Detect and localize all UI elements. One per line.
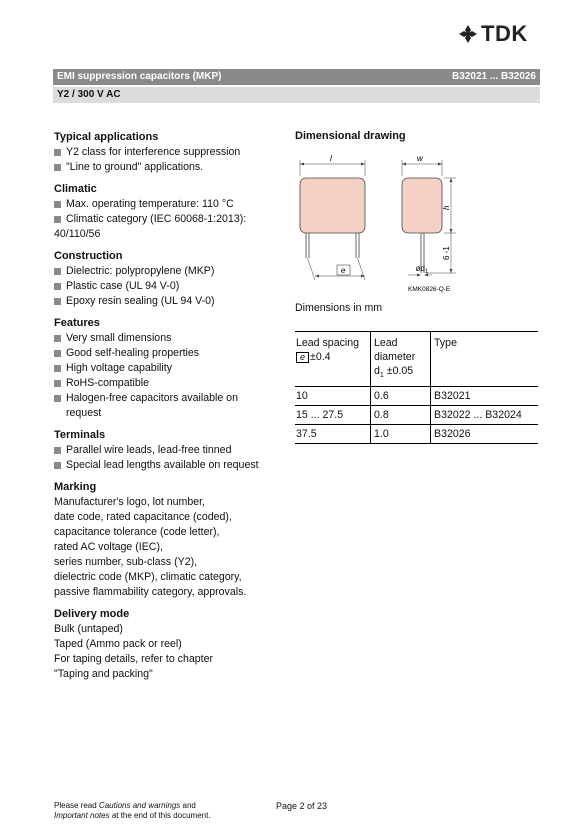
list-item: "Line to ground" applications. bbox=[54, 160, 284, 175]
list-item: High voltage capability bbox=[54, 361, 284, 376]
cell-diameter: 0.8 bbox=[371, 406, 431, 425]
text-line: Taped (Ammo pack or reel) bbox=[54, 638, 182, 650]
list-item: Epoxy resin sealing (UL 94 V-0) bbox=[54, 294, 284, 309]
drawing-code: KMK0826-Q-E bbox=[408, 286, 451, 293]
text-line: Bulk (untaped) bbox=[54, 623, 123, 635]
rating-subtitle: Y2 / 300 V AC bbox=[57, 89, 121, 100]
text-line: For taping details, refer to chapter bbox=[54, 653, 213, 665]
list-item: Dielectric: polypropylene (MKP) bbox=[54, 264, 284, 279]
section-title: Marking bbox=[54, 481, 97, 493]
subheader-bar bbox=[53, 87, 540, 103]
capacitor-side-body bbox=[402, 178, 442, 233]
list-item: Y2 class for interference suppression bbox=[54, 145, 284, 160]
list-item: RoHS-compatible bbox=[54, 376, 284, 391]
table-row bbox=[295, 425, 538, 444]
height-label: h bbox=[442, 205, 451, 210]
cell-type: B32026 bbox=[431, 425, 539, 444]
drawing-title: Dimensional drawing bbox=[295, 130, 406, 142]
list-item-continuation: request bbox=[66, 407, 102, 419]
section-typical-applications bbox=[54, 130, 284, 175]
list-item: Good self-healing properties bbox=[54, 346, 284, 361]
cell-spacing: 15 ... 27.5 bbox=[295, 406, 371, 425]
header-lead-diameter: Lead diameter $d_1 \pm 0.05$ bbox=[371, 332, 431, 387]
text-line: series number, sub-class (Y2), bbox=[54, 556, 198, 568]
lead-spacing-table bbox=[295, 331, 538, 444]
tdk-diamond-icon bbox=[458, 24, 478, 44]
section-title: Features bbox=[54, 317, 100, 329]
section-title: Climatic bbox=[54, 183, 97, 195]
tdk-logo bbox=[458, 22, 528, 46]
cell-spacing: 10 bbox=[295, 387, 371, 406]
list-item-continuation: 40/110/56 bbox=[54, 228, 101, 240]
section-title: Delivery mode bbox=[54, 608, 130, 620]
cell-spacing: 37.5 bbox=[295, 425, 371, 444]
width-label: w bbox=[417, 154, 423, 163]
section-construction bbox=[54, 249, 284, 309]
list-item: Very small dimensions bbox=[54, 331, 284, 346]
text-line: "Taping and packing" bbox=[54, 668, 153, 680]
section-terminals bbox=[54, 428, 284, 473]
list-item: Plastic case (UL 94 V-0) bbox=[54, 279, 284, 294]
text-line: date code, rated capacitance (coded), bbox=[54, 511, 232, 523]
logo-text: TDK bbox=[481, 21, 528, 46]
table-header-row bbox=[295, 332, 538, 387]
header-bar bbox=[53, 69, 540, 85]
dimensions-note: Dimensions in mm bbox=[295, 302, 383, 314]
text-line: passive flammability category, approvals. bbox=[54, 586, 247, 598]
capacitor-front-body bbox=[300, 178, 365, 233]
important-notes-text: Important notes bbox=[54, 811, 110, 820]
text-line: capacitance tolerance (code letter), bbox=[54, 526, 220, 538]
cautions-link-text: Cautions and warnings bbox=[98, 801, 181, 810]
section-climatic bbox=[54, 182, 284, 242]
list-item: Parallel wire leads, lead-free tinned bbox=[54, 443, 284, 458]
section-marking bbox=[54, 480, 284, 600]
text-line: Manufacturer's logo, lot number, bbox=[54, 496, 206, 508]
text-line: rated AC voltage (IEC), bbox=[54, 541, 163, 553]
part-range: B32021 ... B32026 bbox=[452, 71, 536, 82]
list-item: Special lead lengths available on request bbox=[54, 458, 284, 473]
diameter-label: $ød_1$ bbox=[415, 264, 429, 275]
spacing-label: e bbox=[341, 266, 346, 275]
cell-type: B32022 ... B32024 bbox=[431, 406, 539, 425]
section-features bbox=[54, 316, 284, 421]
table-row bbox=[295, 387, 538, 406]
header-lead-spacing: Lead spacing e ±0.4 bbox=[295, 332, 371, 387]
footer-note: Please read Cautions and warnings and Important notes at the end of this document. bbox=[54, 801, 211, 820]
header-type: Type bbox=[431, 332, 539, 387]
list-item: Halogen-free capacitors available on bbox=[54, 391, 284, 406]
cell-diameter: 0.6 bbox=[371, 387, 431, 406]
table-row bbox=[295, 406, 538, 425]
product-title: EMI suppression capacitors (MKP) bbox=[57, 71, 222, 82]
cell-type: B32021 bbox=[431, 387, 539, 406]
text-line: dielectric code (MKP), climatic category, bbox=[54, 571, 242, 583]
left-column bbox=[54, 130, 284, 689]
list-item: Climatic category (IEC 60068-1:2013): bbox=[54, 212, 284, 227]
list-item: Max. operating temperature: 110 °C bbox=[54, 197, 284, 212]
dimensional-drawing bbox=[292, 148, 462, 298]
lead-length-label: 6 -1 bbox=[442, 246, 451, 260]
section-title: Terminals bbox=[54, 429, 106, 441]
section-delivery-mode bbox=[54, 607, 284, 682]
page-number: Page 2 of 23 bbox=[276, 801, 328, 811]
cell-diameter: 1.0 bbox=[371, 425, 431, 444]
section-title: Construction bbox=[54, 250, 123, 262]
length-label: l bbox=[330, 154, 332, 163]
section-title: Typical applications bbox=[54, 131, 159, 143]
